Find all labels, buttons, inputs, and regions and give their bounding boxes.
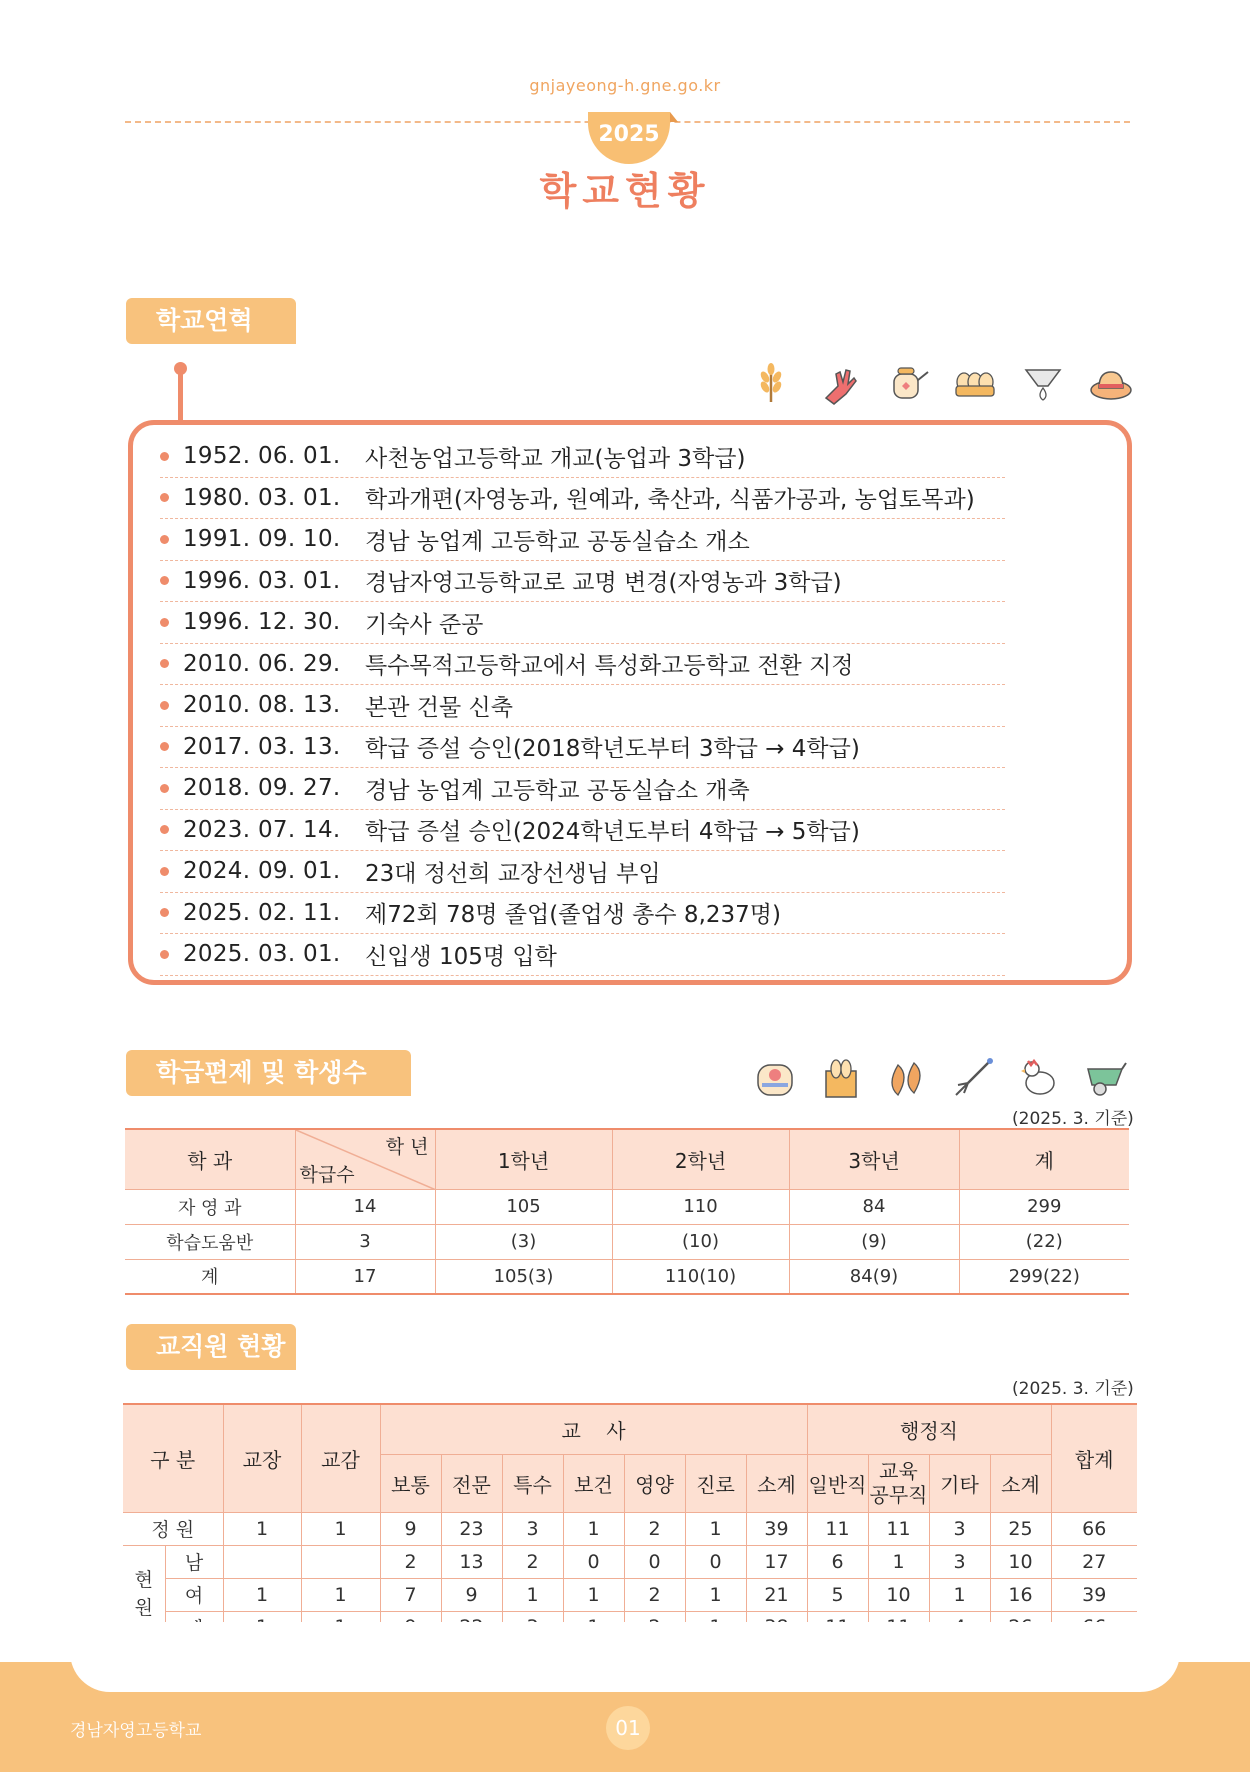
footer-school-name: 경남자영고등학교 [70,1721,202,1741]
cell-value: 5 [807,1578,868,1611]
history-event: 학과개편(자영농과, 원예과, 축산과, 식품가공과, 농업토목과) [365,487,975,514]
history-event: 학급 증설 승인(2024학년도부터 4학급 → 5학급) [365,819,860,846]
cell-g3: 84 [789,1189,959,1224]
classes-table [125,1128,1129,1295]
cell-value: 39 [1051,1578,1137,1611]
history-date: 2023. 07. 14. [183,816,341,843]
cell-value: 1 [223,1512,301,1545]
cell-value: 1 [868,1545,929,1578]
col-admin: 행정직 [807,1404,1051,1454]
cell-value: 21 [746,1578,807,1611]
bullet-dot [160,867,169,876]
history-event: 사천농업고등학교 개교(농업과 3학급) [365,445,746,472]
cell-value: 2 [624,1512,685,1545]
bullet-dot [160,908,169,917]
bread-bag-icon [818,1055,864,1101]
bullet-dot [160,493,169,502]
col-t-special: 전문 [441,1454,502,1512]
col-t-health: 보건 [563,1454,624,1512]
cell-value [301,1545,380,1578]
history-event: 학급 증설 승인(2018학년도부터 3학급 → 4학급) [365,736,860,763]
bullet-dot [160,701,169,710]
cell-value: 39 [746,1512,807,1545]
history-date: 1991. 09. 10. [183,526,341,553]
col-total: 계 [959,1129,1129,1189]
footer-curve [70,1622,1180,1692]
bullet-dot [160,659,169,668]
cell-value: 7 [380,1578,441,1611]
col-g1: 1학년 [435,1129,612,1189]
cell-value: 1 [685,1578,746,1611]
jar-icon [752,1055,798,1101]
table-row [123,1512,1137,1545]
history-pin-line [178,368,183,422]
cell-value: 66 [1051,1512,1137,1545]
history-event: 신입생 105명 입학 [365,943,557,970]
bullet-dot [160,950,169,959]
row-label: 남 [165,1545,223,1578]
cell-value: 1 [301,1512,380,1545]
col-vice: 교감 [301,1404,380,1512]
history-date: 2018. 09. 27. [183,775,341,802]
cell-value: 1 [685,1512,746,1545]
row-label: 정 원 [123,1512,223,1545]
history-item [160,768,1005,810]
cell-value: 11 [807,1512,868,1545]
col-t-career: 진로 [685,1454,746,1512]
col-g2: 2학년 [612,1129,789,1189]
current-label-2: 원 [134,1597,153,1620]
history-event: 경남자영고등학교로 교명 변경(자영농과 3학급) [365,570,842,597]
cell-value: 10 [868,1578,929,1611]
history-item [160,727,1005,769]
classes-basis-date: (2025. 3. 기준) [1012,1109,1134,1129]
history-event: 기숙사 준공 [365,611,484,638]
chicken-icon [1016,1055,1062,1101]
col-a-edu [868,1454,929,1512]
history-item [160,561,1005,603]
cell-value: 2 [502,1545,563,1578]
history-list [160,436,1005,976]
col-a-edu-line1: 교육 [879,1459,918,1483]
cell-value: 11 [868,1512,929,1545]
history-item [160,851,1005,893]
cell-value: 9 [380,1512,441,1545]
wheelbarrow-icon [1082,1055,1128,1101]
table-row [125,1224,1129,1259]
staff-basis-date: (2025. 3. 기준) [1012,1379,1134,1399]
cell-value: 3 [929,1512,990,1545]
cell-value: 10 [990,1545,1051,1578]
page-number: 01 [606,1706,650,1750]
history-date: 2017. 03. 13. [183,733,341,760]
seeds-icon [884,1055,930,1101]
history-item [160,934,1005,976]
col-a-other: 기타 [929,1454,990,1512]
pitchfork-icon [950,1055,996,1101]
wheat-icon [748,360,794,406]
col-principal: 교장 [223,1404,301,1512]
history-date: 2010. 08. 13. [183,692,341,719]
history-date: 2010. 06. 29. [183,650,341,677]
history-date: 2025. 03. 01. [183,941,341,968]
table-row [125,1259,1129,1294]
col-dept: 학 과 [125,1129,295,1189]
bullet-dot [160,784,169,793]
cell-value: 23 [441,1512,502,1545]
col-a-edu-line2: 공무직 [869,1483,928,1507]
cell-g1: 105 [435,1189,612,1224]
history-tab: 학교연혁 [126,298,296,344]
cell-value: 1 [563,1578,624,1611]
staff-tab: 교직원 현황 [126,1324,296,1370]
table-row [125,1189,1129,1224]
current-label-1: 현 [134,1569,153,1592]
col-t-specialed: 특수 [502,1454,563,1512]
staff-table [123,1403,1137,1645]
watering-can-icon [884,360,930,406]
cell-g2: (10) [612,1224,789,1259]
history-item [160,644,1005,686]
cell-value: 2 [380,1545,441,1578]
glove-icon [816,360,862,406]
row-label: 여 [165,1578,223,1611]
history-item [160,810,1005,852]
cell-value: 1 [929,1578,990,1611]
cell-total: 299 [959,1189,1129,1224]
history-item [160,478,1005,520]
bullet-dot [160,576,169,585]
cell-g3: (9) [789,1224,959,1259]
bullet-dot [160,452,169,461]
cell-value [223,1545,301,1578]
col-grade-classes [295,1129,435,1189]
col-teachers: 교 사 [380,1404,807,1454]
cell-value: 0 [563,1545,624,1578]
classes-icon-row [752,1055,1128,1101]
cell-value: 17 [746,1545,807,1578]
classes-tab: 학급편제 및 학생수 [126,1050,411,1096]
egg-tray-icon [952,360,998,406]
col-t-general: 보통 [380,1454,441,1512]
cell-value: 25 [990,1512,1051,1545]
cell-value: 1 [301,1578,380,1611]
cell-value: 1 [502,1578,563,1611]
history-event: 23대 정선희 교장선생님 부임 [365,860,661,887]
history-icon-row [748,360,1134,406]
history-item [160,436,1005,478]
milking-icon [1020,360,1066,406]
cell-classes: 17 [295,1259,435,1294]
history-event: 경남 농업계 고등학교 공동실습소 개축 [365,777,750,804]
cell-classes: 3 [295,1224,435,1259]
history-date: 2024. 09. 01. [183,858,341,885]
cell-value: 27 [1051,1545,1137,1578]
history-date: 2025. 02. 11. [183,899,341,926]
history-date: 1996. 03. 01. [183,567,341,594]
cell-value: 1 [563,1512,624,1545]
bullet-dot [160,618,169,627]
col-grade-bottom: 학급수 [299,1163,355,1186]
col-t-nutrition: 영양 [624,1454,685,1512]
straw-hat-icon [1088,360,1134,406]
cell-value: 1 [223,1578,301,1611]
bullet-dot [160,535,169,544]
col-grand-total: 합계 [1051,1404,1137,1512]
table-row [123,1578,1137,1611]
cell-value: 0 [685,1545,746,1578]
cell-g2: 110 [612,1189,789,1224]
page-title: 학교현황 [539,169,711,213]
cell-value: 2 [624,1578,685,1611]
cell-value: 3 [502,1512,563,1545]
cell-g3: 84(9) [789,1259,959,1294]
year-badge: 2025 [588,112,670,164]
cell-g2: 110(10) [612,1259,789,1294]
cell-value: 0 [624,1545,685,1578]
col-a-subtotal: 소계 [990,1454,1051,1512]
col-grade-top: 학 년 [385,1136,429,1158]
cell-value: 3 [929,1545,990,1578]
cell-value: 9 [441,1578,502,1611]
cell-dept: 학습도움반 [125,1224,295,1259]
col-category: 구 분 [123,1404,223,1512]
history-event: 경남 농업계 고등학교 공동실습소 개소 [365,528,750,555]
history-date: 1952. 06. 01. [183,443,341,470]
site-url: gnjayeong-h.gne.go.kr [529,76,721,95]
history-item [160,893,1005,935]
history-event: 특수목적고등학교에서 특성화고등학교 전환 지정 [365,653,854,680]
cell-dept: 계 [125,1259,295,1294]
cell-value: 16 [990,1578,1051,1611]
cell-g1: (3) [435,1224,612,1259]
cell-value: 6 [807,1545,868,1578]
col-t-subtotal: 소계 [746,1454,807,1512]
table-row [123,1545,1137,1578]
history-date: 1996. 12. 30. [183,609,341,636]
cell-g1: 105(3) [435,1259,612,1294]
history-item [160,519,1005,561]
bullet-dot [160,742,169,751]
col-a-general: 일반직 [807,1454,868,1512]
cell-dept: 자 영 과 [125,1189,295,1224]
bullet-dot [160,825,169,834]
cell-total: (22) [959,1224,1129,1259]
history-event: 제72회 78명 졸업(졸업생 총수 8,237명) [365,902,781,929]
history-item [160,685,1005,727]
history-date: 1980. 03. 01. [183,484,341,511]
history-item [160,602,1005,644]
cell-classes: 14 [295,1189,435,1224]
cell-value: 13 [441,1545,502,1578]
cell-total: 299(22) [959,1259,1129,1294]
history-event: 본관 건물 신축 [365,694,513,721]
col-g3: 3학년 [789,1129,959,1189]
